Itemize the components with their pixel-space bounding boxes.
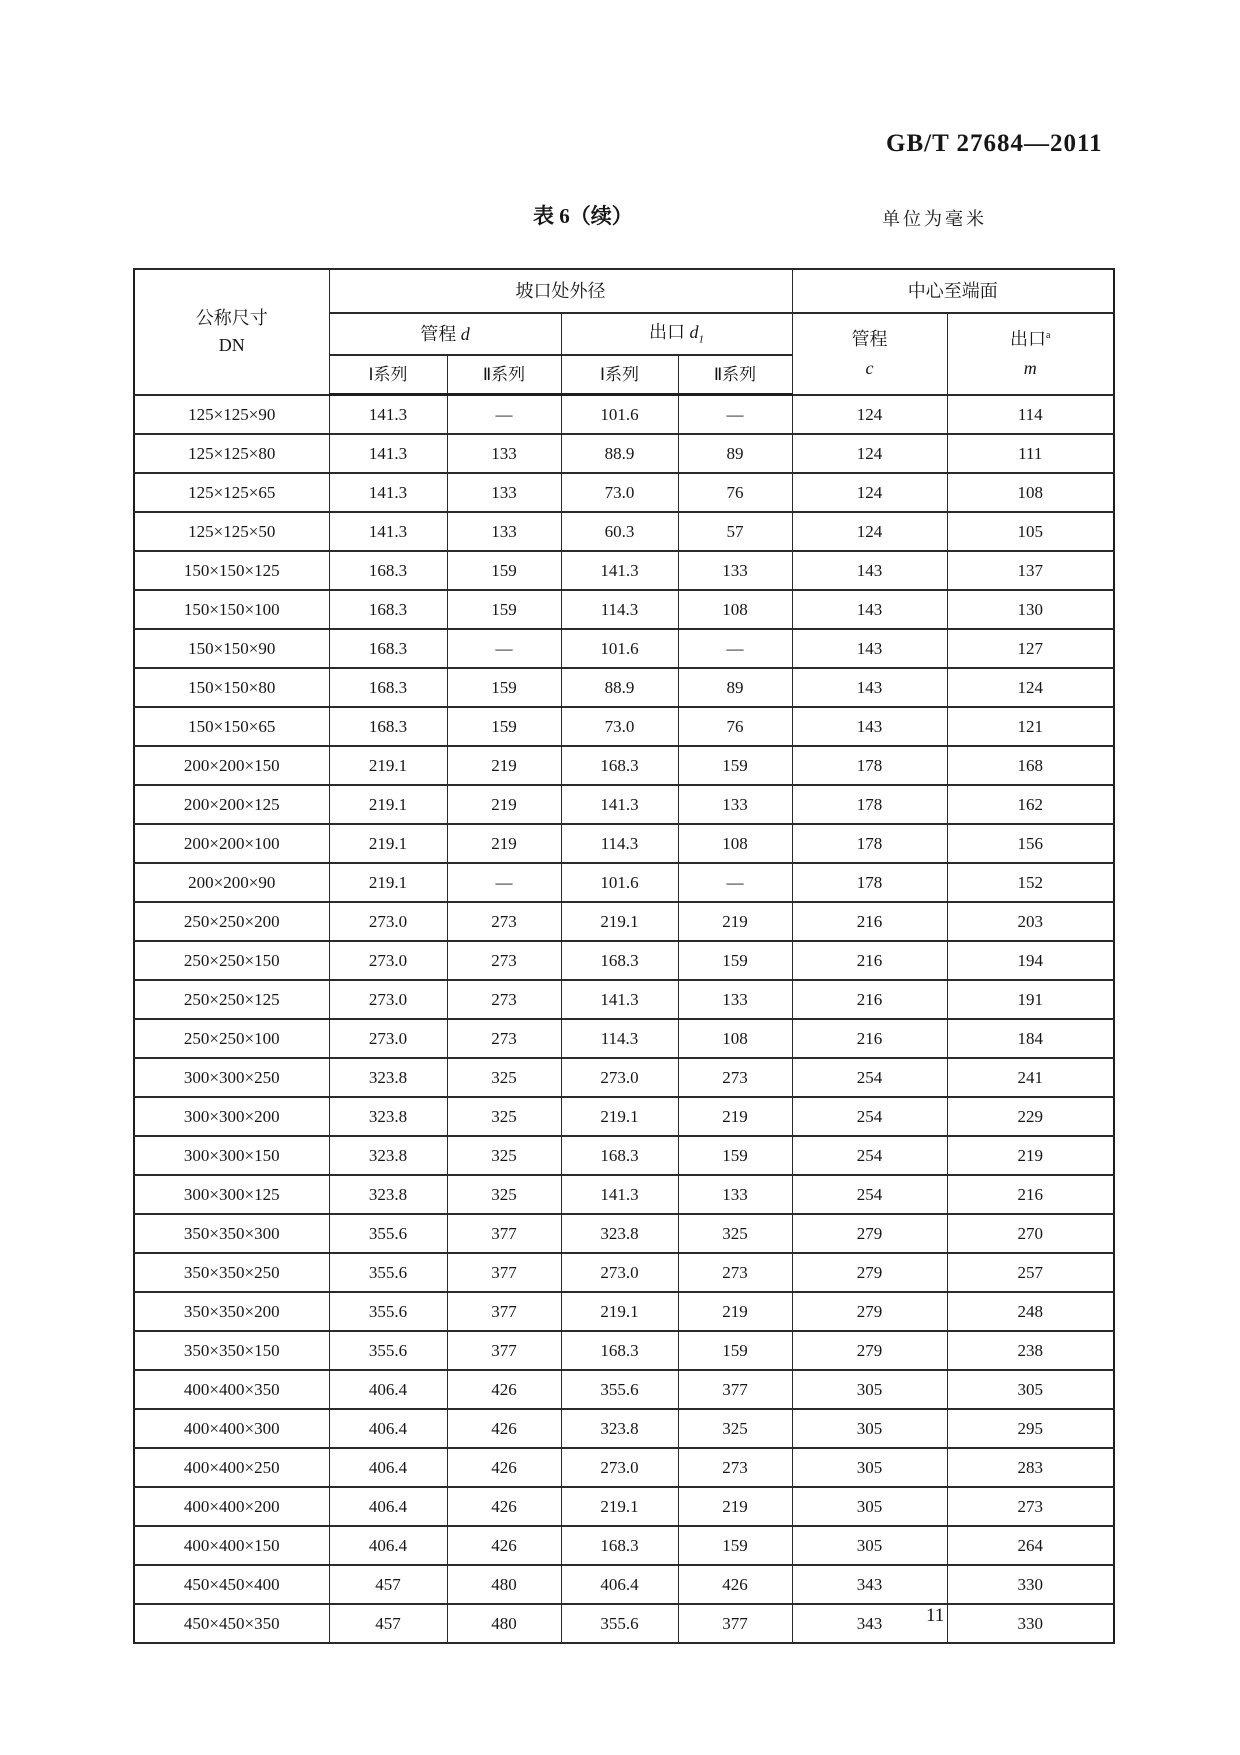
table-row: [134, 785, 1114, 824]
value-cell: 114: [947, 395, 1114, 435]
value-cell: 159: [447, 668, 561, 707]
table-row: [134, 434, 1114, 473]
value-cell: 219: [678, 1487, 792, 1526]
value-cell: 216: [792, 941, 947, 980]
table-row: [134, 1448, 1114, 1487]
value-cell: 241: [947, 1058, 1114, 1097]
value-cell: 426: [447, 1526, 561, 1565]
value-cell: 159: [447, 590, 561, 629]
value-cell: 254: [792, 1175, 947, 1214]
value-cell: 203: [947, 902, 1114, 941]
table-row: [134, 590, 1114, 629]
header-bevel-outside-diameter: 坡口处外径: [329, 269, 792, 313]
dimension-table: [133, 268, 1115, 1644]
value-cell: 133: [447, 473, 561, 512]
value-cell: 305: [947, 1370, 1114, 1409]
value-cell: 325: [447, 1097, 561, 1136]
standard-number: GB/T 27684—2011: [886, 130, 1103, 157]
value-cell: 88.9: [561, 434, 678, 473]
footnote-marker: a: [1046, 329, 1051, 341]
value-cell: 108: [678, 1019, 792, 1058]
value-cell: 111: [947, 434, 1114, 473]
value-cell: 114.3: [561, 824, 678, 863]
center-run-label: 管程: [851, 328, 888, 349]
value-cell: 191: [947, 980, 1114, 1019]
value-cell: 178: [792, 824, 947, 863]
value-cell: 377: [447, 1253, 561, 1292]
value-cell: 168.3: [329, 668, 447, 707]
value-cell: 141.3: [561, 980, 678, 1019]
value-cell: 229: [947, 1097, 1114, 1136]
value-cell: 406.4: [561, 1565, 678, 1604]
value-cell: 219.1: [329, 785, 447, 824]
value-cell: 143: [792, 707, 947, 746]
value-cell: 377: [678, 1604, 792, 1643]
value-cell: 343: [792, 1565, 947, 1604]
value-cell: 101.6: [561, 395, 678, 435]
dn-cell: 150×150×125: [134, 551, 329, 590]
dn-cell: 250×250×200: [134, 902, 329, 941]
value-cell: 124: [792, 473, 947, 512]
value-cell: 254: [792, 1136, 947, 1175]
value-cell: 264: [947, 1526, 1114, 1565]
value-cell: 141.3: [561, 551, 678, 590]
value-cell: 406.4: [329, 1487, 447, 1526]
value-cell: 219: [678, 1097, 792, 1136]
value-cell: 168.3: [329, 590, 447, 629]
value-cell: 377: [447, 1292, 561, 1331]
dn-cell: 300×300×200: [134, 1097, 329, 1136]
header-center-to-end-face: 中心至端面: [792, 269, 1114, 313]
value-cell: 426: [447, 1409, 561, 1448]
center-outlet-variable: m: [1023, 357, 1037, 378]
value-cell: 114.3: [561, 1019, 678, 1058]
value-cell: 457: [329, 1604, 447, 1643]
value-cell: 216: [792, 1019, 947, 1058]
value-cell: 159: [678, 746, 792, 785]
table-row: [134, 707, 1114, 746]
table-row: [134, 395, 1114, 435]
value-cell: 305: [792, 1370, 947, 1409]
value-cell: 127: [947, 629, 1114, 668]
dn-cell: 450×450×400: [134, 1565, 329, 1604]
value-cell: 141.3: [329, 395, 447, 435]
value-cell: —: [447, 629, 561, 668]
value-cell: 143: [792, 629, 947, 668]
value-cell: 273: [447, 941, 561, 980]
value-cell: 108: [947, 473, 1114, 512]
value-cell: 159: [678, 1331, 792, 1370]
table-row: [134, 824, 1114, 863]
value-cell: 480: [447, 1565, 561, 1604]
dn-cell: 125×125×65: [134, 473, 329, 512]
value-cell: 343: [792, 1604, 947, 1643]
dn-cell: 400×400×150: [134, 1526, 329, 1565]
value-cell: 273.0: [329, 941, 447, 980]
value-cell: 130: [947, 590, 1114, 629]
value-cell: 323.8: [329, 1175, 447, 1214]
value-cell: 152: [947, 863, 1114, 902]
value-cell: —: [447, 395, 561, 435]
value-cell: 219.1: [561, 1292, 678, 1331]
value-cell: 323.8: [329, 1058, 447, 1097]
value-cell: 323.8: [561, 1409, 678, 1448]
header-run-series-1: Ⅰ系列: [329, 355, 447, 395]
value-cell: 124: [947, 668, 1114, 707]
center-run-variable: c: [865, 357, 874, 378]
value-cell: 141.3: [561, 1175, 678, 1214]
value-cell: 330: [947, 1604, 1114, 1643]
header-nominal-size: [134, 269, 329, 395]
table-row: [134, 1604, 1114, 1643]
value-cell: 219: [447, 824, 561, 863]
value-cell: 121: [947, 707, 1114, 746]
value-cell: 330: [947, 1565, 1114, 1604]
dn-cell: 400×400×250: [134, 1448, 329, 1487]
unit-note: 单位为毫米: [882, 209, 987, 229]
value-cell: 219.1: [561, 1097, 678, 1136]
value-cell: 57: [678, 512, 792, 551]
value-cell: 141.3: [329, 473, 447, 512]
table-row: [134, 1331, 1114, 1370]
table-row: [134, 668, 1114, 707]
value-cell: 216: [792, 902, 947, 941]
dn-cell: 400×400×300: [134, 1409, 329, 1448]
dn-cell: 350×350×150: [134, 1331, 329, 1370]
value-cell: 426: [678, 1565, 792, 1604]
value-cell: 355.6: [561, 1370, 678, 1409]
table-row: [134, 1136, 1114, 1175]
value-cell: 325: [447, 1058, 561, 1097]
value-cell: 325: [447, 1136, 561, 1175]
dn-cell: 150×150×65: [134, 707, 329, 746]
value-cell: 377: [678, 1370, 792, 1409]
value-cell: 168.3: [561, 746, 678, 785]
value-cell: 273: [678, 1448, 792, 1487]
value-cell: 323.8: [329, 1097, 447, 1136]
value-cell: 124: [792, 512, 947, 551]
value-cell: 279: [792, 1292, 947, 1331]
table-row: [134, 1253, 1114, 1292]
value-cell: 219.1: [329, 863, 447, 902]
value-cell: —: [678, 629, 792, 668]
value-cell: 159: [447, 551, 561, 590]
value-cell: 168.3: [561, 941, 678, 980]
value-cell: 254: [792, 1097, 947, 1136]
value-cell: 168.3: [561, 1331, 678, 1370]
value-cell: 143: [792, 551, 947, 590]
table-title: 表 6（续）: [533, 204, 633, 228]
table-row: [134, 902, 1114, 941]
value-cell: 141.3: [561, 785, 678, 824]
value-cell: 141.3: [329, 434, 447, 473]
value-cell: 76: [678, 473, 792, 512]
value-cell: 355.6: [329, 1331, 447, 1370]
value-cell: 355.6: [329, 1253, 447, 1292]
value-cell: 273.0: [329, 902, 447, 941]
value-cell: 355.6: [329, 1292, 447, 1331]
value-cell: 219: [447, 785, 561, 824]
value-cell: 124: [792, 434, 947, 473]
header-nominal-size-dn: DN: [218, 334, 245, 355]
run-label: 管程: [420, 323, 457, 344]
value-cell: 406.4: [329, 1409, 447, 1448]
value-cell: 273.0: [561, 1253, 678, 1292]
value-cell: 216: [947, 1175, 1114, 1214]
value-cell: 184: [947, 1019, 1114, 1058]
value-cell: 168: [947, 746, 1114, 785]
dn-cell: 250×250×150: [134, 941, 329, 980]
value-cell: 178: [792, 746, 947, 785]
dn-cell: 350×350×200: [134, 1292, 329, 1331]
value-cell: 323.8: [561, 1214, 678, 1253]
dn-cell: 150×150×100: [134, 590, 329, 629]
value-cell: 325: [447, 1175, 561, 1214]
value-cell: 178: [792, 863, 947, 902]
value-cell: 162: [947, 785, 1114, 824]
table-row: [134, 551, 1114, 590]
table-row: [134, 980, 1114, 1019]
value-cell: 168.3: [329, 707, 447, 746]
value-cell: 273: [947, 1487, 1114, 1526]
value-cell: 194: [947, 941, 1114, 980]
table-row: [134, 1487, 1114, 1526]
value-cell: 108: [678, 824, 792, 863]
value-cell: 108: [678, 590, 792, 629]
value-cell: 159: [678, 941, 792, 980]
table-row: [134, 1097, 1114, 1136]
dn-cell: 125×125×80: [134, 434, 329, 473]
table-row: [134, 1175, 1114, 1214]
value-cell: 219.1: [329, 824, 447, 863]
value-cell: 305: [792, 1409, 947, 1448]
table-row: [134, 1019, 1114, 1058]
value-cell: 355.6: [561, 1604, 678, 1643]
value-cell: 305: [792, 1487, 947, 1526]
dn-cell: 300×300×125: [134, 1175, 329, 1214]
value-cell: 216: [792, 980, 947, 1019]
value-cell: 133: [678, 980, 792, 1019]
value-cell: 323.8: [329, 1136, 447, 1175]
value-cell: 325: [678, 1214, 792, 1253]
value-cell: 168.3: [561, 1136, 678, 1175]
value-cell: 325: [678, 1409, 792, 1448]
table-row: [134, 1409, 1114, 1448]
value-cell: 219: [678, 902, 792, 941]
value-cell: 406.4: [329, 1526, 447, 1565]
value-cell: 273.0: [329, 1019, 447, 1058]
value-cell: 248: [947, 1292, 1114, 1331]
value-cell: 168.3: [329, 629, 447, 668]
header-run-series-2: Ⅱ系列: [447, 355, 561, 395]
value-cell: 73.0: [561, 473, 678, 512]
value-cell: 305: [792, 1526, 947, 1565]
value-cell: 279: [792, 1331, 947, 1370]
value-cell: 159: [678, 1136, 792, 1175]
dn-cell: 125×125×90: [134, 395, 329, 435]
header-center-run-c: [792, 313, 947, 395]
value-cell: 168.3: [329, 551, 447, 590]
value-cell: 143: [792, 668, 947, 707]
value-cell: 305: [792, 1448, 947, 1487]
value-cell: 101.6: [561, 863, 678, 902]
value-cell: 273.0: [561, 1058, 678, 1097]
value-cell: 283: [947, 1448, 1114, 1487]
value-cell: 76: [678, 707, 792, 746]
dn-cell: 300×300×250: [134, 1058, 329, 1097]
value-cell: 426: [447, 1487, 561, 1526]
value-cell: 219: [678, 1292, 792, 1331]
header-run-d: [329, 313, 561, 355]
table-row: [134, 1565, 1114, 1604]
value-cell: 124: [792, 395, 947, 435]
table-row: [134, 746, 1114, 785]
value-cell: 219: [947, 1136, 1114, 1175]
value-cell: 219.1: [329, 746, 447, 785]
dn-cell: 150×150×80: [134, 668, 329, 707]
header-outlet-d1: [561, 313, 792, 355]
dn-cell: 150×150×90: [134, 629, 329, 668]
center-outlet-label: 出口: [1010, 328, 1047, 349]
value-cell: 238: [947, 1331, 1114, 1370]
value-cell: 295: [947, 1409, 1114, 1448]
value-cell: 219.1: [561, 1487, 678, 1526]
value-cell: 273: [678, 1253, 792, 1292]
dn-cell: 200×200×90: [134, 863, 329, 902]
dn-cell: 450×450×350: [134, 1604, 329, 1643]
header-outlet-series-2: Ⅱ系列: [678, 355, 792, 395]
value-cell: 159: [678, 1526, 792, 1565]
value-cell: 101.6: [561, 629, 678, 668]
value-cell: —: [447, 863, 561, 902]
value-cell: 137: [947, 551, 1114, 590]
table-row: [134, 1370, 1114, 1409]
value-cell: 89: [678, 434, 792, 473]
dn-cell: 300×300×150: [134, 1136, 329, 1175]
value-cell: 105: [947, 512, 1114, 551]
value-cell: 270: [947, 1214, 1114, 1253]
value-cell: 133: [678, 551, 792, 590]
value-cell: 273.0: [561, 1448, 678, 1487]
table-row: [134, 941, 1114, 980]
value-cell: 426: [447, 1448, 561, 1487]
dn-cell: 250×250×100: [134, 1019, 329, 1058]
value-cell: 88.9: [561, 668, 678, 707]
header-nominal-size-cn: 公称尺寸: [195, 307, 268, 328]
table-row: [134, 1526, 1114, 1565]
table-row: [134, 473, 1114, 512]
outlet-variable: d: [689, 321, 699, 342]
value-cell: 273: [447, 1019, 561, 1058]
value-cell: 279: [792, 1214, 947, 1253]
header-center-outlet-m: [947, 313, 1114, 395]
value-cell: 273: [447, 980, 561, 1019]
value-cell: 159: [447, 707, 561, 746]
value-cell: 457: [329, 1565, 447, 1604]
value-cell: 355.6: [329, 1214, 447, 1253]
value-cell: 133: [447, 512, 561, 551]
value-cell: 273: [447, 902, 561, 941]
value-cell: —: [678, 863, 792, 902]
dn-cell: 400×400×350: [134, 1370, 329, 1409]
table-row: [134, 629, 1114, 668]
value-cell: 273.0: [329, 980, 447, 1019]
table-row: [134, 1292, 1114, 1331]
value-cell: 141.3: [329, 512, 447, 551]
outlet-variable-subscript: 1: [698, 333, 704, 346]
value-cell: 156: [947, 824, 1114, 863]
table-row: [134, 512, 1114, 551]
value-cell: 178: [792, 785, 947, 824]
value-cell: 219: [447, 746, 561, 785]
value-cell: 257: [947, 1253, 1114, 1292]
table-row: [134, 1058, 1114, 1097]
value-cell: —: [678, 395, 792, 435]
value-cell: 133: [678, 785, 792, 824]
value-cell: 133: [447, 434, 561, 473]
dn-cell: 350×350×250: [134, 1253, 329, 1292]
value-cell: 114.3: [561, 590, 678, 629]
dn-cell: 250×250×125: [134, 980, 329, 1019]
value-cell: 60.3: [561, 512, 678, 551]
value-cell: 377: [447, 1331, 561, 1370]
value-cell: 426: [447, 1370, 561, 1409]
value-cell: 73.0: [561, 707, 678, 746]
value-cell: 273: [678, 1058, 792, 1097]
value-cell: 406.4: [329, 1448, 447, 1487]
dn-cell: 125×125×50: [134, 512, 329, 551]
value-cell: 168.3: [561, 1526, 678, 1565]
run-variable: d: [460, 323, 470, 344]
value-cell: 89: [678, 668, 792, 707]
dn-cell: 200×200×125: [134, 785, 329, 824]
value-cell: 406.4: [329, 1370, 447, 1409]
header-outlet-series-1: Ⅰ系列: [561, 355, 678, 395]
outlet-label: 出口: [649, 321, 685, 342]
dn-cell: 350×350×300: [134, 1214, 329, 1253]
page-number: 11: [926, 1605, 945, 1626]
value-cell: 279: [792, 1253, 947, 1292]
table-row: [134, 863, 1114, 902]
value-cell: 377: [447, 1214, 561, 1253]
table-row: [134, 1214, 1114, 1253]
value-cell: 254: [792, 1058, 947, 1097]
value-cell: 133: [678, 1175, 792, 1214]
dn-cell: 200×200×100: [134, 824, 329, 863]
value-cell: 143: [792, 590, 947, 629]
dn-cell: 200×200×150: [134, 746, 329, 785]
value-cell: 480: [447, 1604, 561, 1643]
value-cell: 219.1: [561, 902, 678, 941]
dn-cell: 400×400×200: [134, 1487, 329, 1526]
